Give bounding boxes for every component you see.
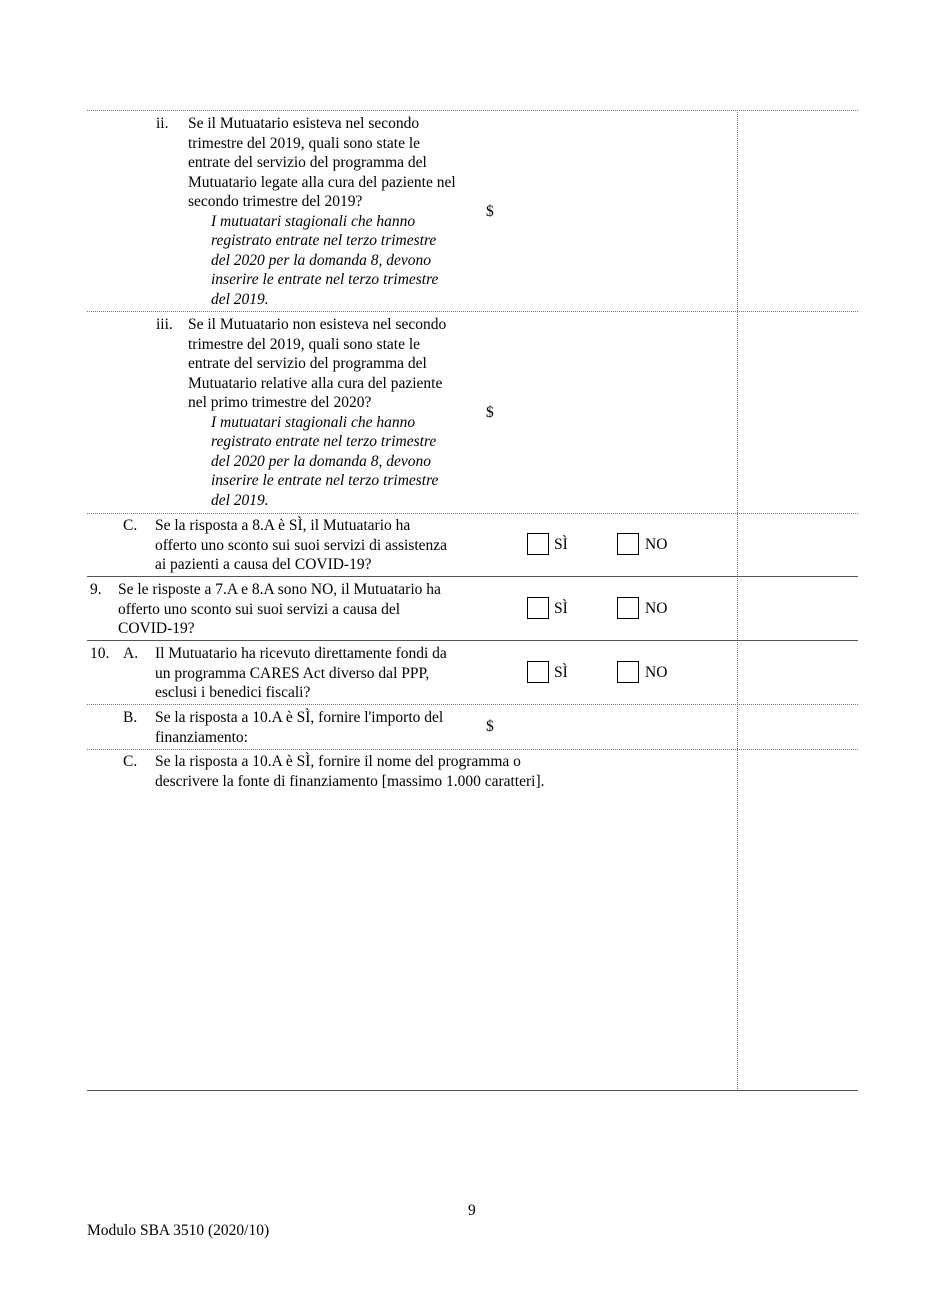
question-text-line: Mutuatario relative alla cura del paziente <box>188 374 443 392</box>
form-footer: Modulo SBA 3510 (2020/10) <box>87 1222 270 1239</box>
note-line: registrato entrate nel terzo trimestre <box>211 232 437 249</box>
question-text-line: trimestre del 2019, quali sono state le <box>188 134 421 152</box>
question-8b-ii <box>188 114 488 309</box>
note-line: inserire le entrate nel terzo trimestre <box>211 472 439 489</box>
form-table <box>87 110 858 1091</box>
note-line: registrato entrate nel terzo trimestre <box>211 433 437 450</box>
yes-checkbox[interactable] <box>527 661 549 683</box>
yes-checkbox[interactable] <box>527 533 549 555</box>
question-text-line: secondo trimestre del 2019? <box>188 193 363 210</box>
question-text-line: nel primo trimestre del 2020? <box>188 394 372 411</box>
question-text-line: Se la risposta a 8.A è SÌ, il Mutuatario ha <box>155 517 411 534</box>
yes-checkbox[interactable] <box>527 597 549 619</box>
currency-symbol: $ <box>486 203 494 220</box>
no-label: NO <box>645 536 668 553</box>
yes-label: SÌ <box>554 600 568 617</box>
question-text-line: entrate del servizio del programma del <box>188 355 427 372</box>
row-divider <box>87 311 858 312</box>
question-letter: B. <box>123 709 138 726</box>
question-10c <box>155 752 715 791</box>
note-line: del 2019. <box>211 290 269 308</box>
row-divider <box>87 576 858 577</box>
row-divider <box>87 513 858 514</box>
question-text-line: Mutuatario legate alla cura del paziente nel <box>188 173 456 191</box>
question-text-line: Se la risposta a 10.A è SÌ, fornire il nome del programma o <box>155 753 521 770</box>
column-divider <box>737 110 738 1091</box>
row-divider <box>87 110 858 111</box>
currency-symbol: $ <box>486 404 494 421</box>
question-9 <box>118 580 498 639</box>
yes-label: SÌ <box>554 536 568 553</box>
question-number: iii. <box>156 316 173 333</box>
funding-source-answer-area[interactable] <box>87 800 737 1085</box>
question-text-line: Se il Mutuatario esisteva nel secondo <box>188 115 420 132</box>
question-letter: C. <box>123 753 138 770</box>
question-letter: C. <box>123 517 138 534</box>
question-text-line: Se il Mutuatario non esisteva nel secondo <box>188 316 447 333</box>
question-8c <box>155 516 495 575</box>
no-checkbox[interactable] <box>617 597 639 619</box>
question-text-line: ai pazienti a causa del COVID-19? <box>155 556 372 573</box>
note-line: del 2020 per la domanda 8, devono <box>211 251 431 269</box>
no-checkbox[interactable] <box>617 661 639 683</box>
note-line: del 2020 per la domanda 8, devono <box>211 452 431 470</box>
question-text-line: entrate del servizio del programma del <box>188 154 427 171</box>
no-checkbox[interactable] <box>617 533 639 555</box>
question-text-line: un programma CARES Act diverso dal PPP, <box>155 664 430 682</box>
note-line: inserire le entrate nel terzo trimestre <box>211 271 439 288</box>
question-10b <box>155 708 495 747</box>
question-text-line: descrivere la fonte di finanziamento [massimo 1.000 caratteri]. <box>155 772 545 790</box>
seasonal-note <box>188 413 488 511</box>
question-number: 10. <box>90 645 110 662</box>
question-text-line: offerto uno sconto sui suoi servizi a causa del <box>118 600 401 618</box>
note-line: I mutuatari stagionali che hanno <box>211 413 416 431</box>
question-text-line: finanziamento: <box>155 728 248 746</box>
seasonal-note <box>188 212 488 310</box>
yes-label: SÌ <box>554 664 568 681</box>
question-text-line: trimestre del 2019, quali sono state le <box>188 335 421 353</box>
question-8b-iii <box>188 315 488 510</box>
question-letter: A. <box>123 645 139 662</box>
question-text-line: offerto uno sconto sui suoi servizi di assistenza <box>155 536 448 554</box>
table-bottom-border <box>87 1090 858 1091</box>
page-number: 9 <box>468 1202 476 1219</box>
row-divider <box>87 749 858 750</box>
currency-symbol: $ <box>486 718 494 735</box>
question-text-line: Se le risposte a 7.A e 8.A sono NO, il Mutuatario ha <box>118 581 441 598</box>
row-divider <box>87 704 858 705</box>
no-label: NO <box>645 664 668 681</box>
question-text-line: Il Mutuatario ha ricevuto direttamente fondi da <box>155 645 447 662</box>
question-number: ii. <box>156 115 169 132</box>
question-text-line: COVID-19? <box>118 620 195 637</box>
question-text-line: Se la risposta a 10.A è SÌ, fornire l'importo del <box>155 709 444 726</box>
question-text-line: esclusi i benedici fiscali? <box>155 684 311 701</box>
no-label: NO <box>645 600 668 617</box>
question-10a <box>155 644 495 703</box>
row-divider <box>87 640 858 641</box>
note-line: I mutuatari stagionali che hanno <box>211 212 416 230</box>
question-number: 9. <box>90 581 102 598</box>
note-line: del 2019. <box>211 491 269 509</box>
